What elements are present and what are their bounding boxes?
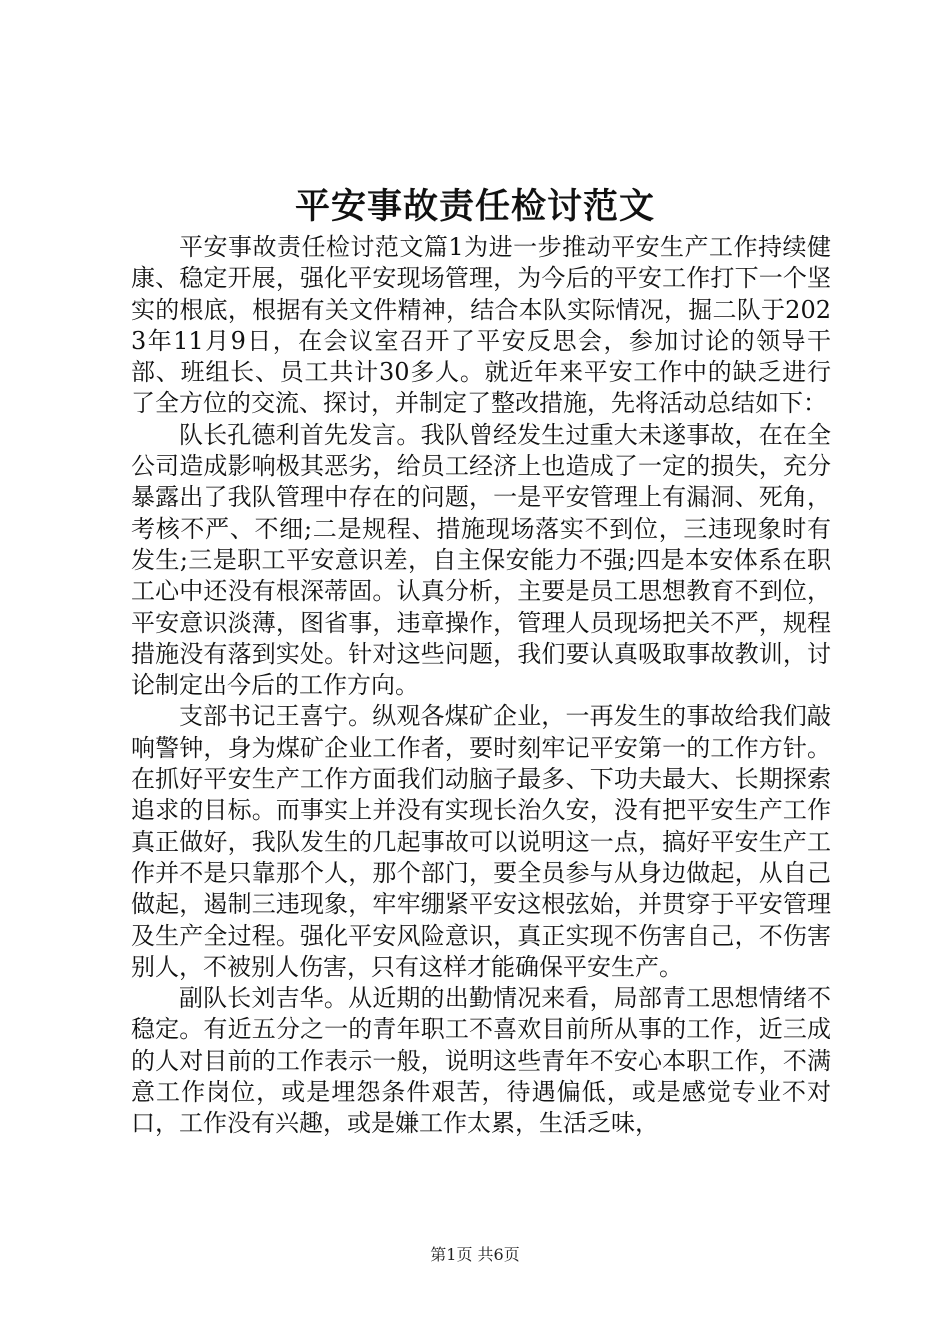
page-number-footer: 第1页 共6页: [430, 1245, 520, 1264]
paragraph: 副队长刘吉华。从近期的出勤情况来看，局部青工思想情绪不稳定。有近五分之一的青年职工不喜欢目前所从事的工作，近三成的人对目前的工作表示一般，说明这些青年不安心本职工作，不满意工作岗位，或是埋怨条件艰苦，待遇偏低，或是感觉专业不对口，工作没有兴趣，或是嫌工作太累，生活乏味，: [131, 984, 831, 1138]
paragraph: 支部书记王喜宁。纵观各煤矿企业，一再发生的事故给我们敲响警钟，身为煤矿企业工作者，要时刻牢记平安第一的工作方针。在抓好平安生产工作方面我们动脑子最多、下功夫最大、长期探索追求的目标。而事实上并没有实现长治久安，没有把平安生产工作真正做好，我队发生的几起事故可以说明这一点，搞好平安生产工作并不是只靠那个人，那个部门，要全员参与从身边做起，从自己做起，遏制三违现象，牢牢绷紧平安这根弦始，并贯穿于平安管理及生产全过程。强化平安风险意识，真正实现不伤害自己，不伤害别人，不被别人伤害，只有这样才能确保平安生产。: [131, 702, 831, 981]
paragraph: 平安事故责任检讨范文篇1为进一步推动平安生产工作持续健康、稳定开展，强化平安现场管理，为今后的平安工作打下一个坚实的根底，根据有关文件精神，结合本队实际情况，掘二队于2023年11月9日，在会议室召开了平安反思会，参加讨论的领导干部、班组长、员工共计30多人。就近年来平安工作中的缺乏进行了全方位的交流、探讨，并制定了整改措施，先将活动总结如下：: [131, 233, 831, 418]
document-body: [131, 232, 831, 1140]
paragraph: 队长孔德利首先发言。我队曾经发生过重大未遂事故，在在全公司造成影响极其恶劣，给员工经济上也造成了一定的损失，充分暴露出了我队管理中存在的问题，一是平安管理上有漏洞、死角，考核不严、不细;二是规程、措施现场落实不到位，三违现象时有发生;三是职工平安意识差，自主保安能力不强;四是本安体系在职工心中还没有根深蒂固。认真分析，主要是员工思想教育不到位，平安意识淡薄，图省事，违章操作，管理人员现场把关不严，规程措施没有落到实处。针对这些问题，我们要认真吸取事故教训，讨论制定出今后的工作方向。: [131, 420, 831, 700]
document-title: 平安事故责任检讨范文: [294, 186, 655, 227]
